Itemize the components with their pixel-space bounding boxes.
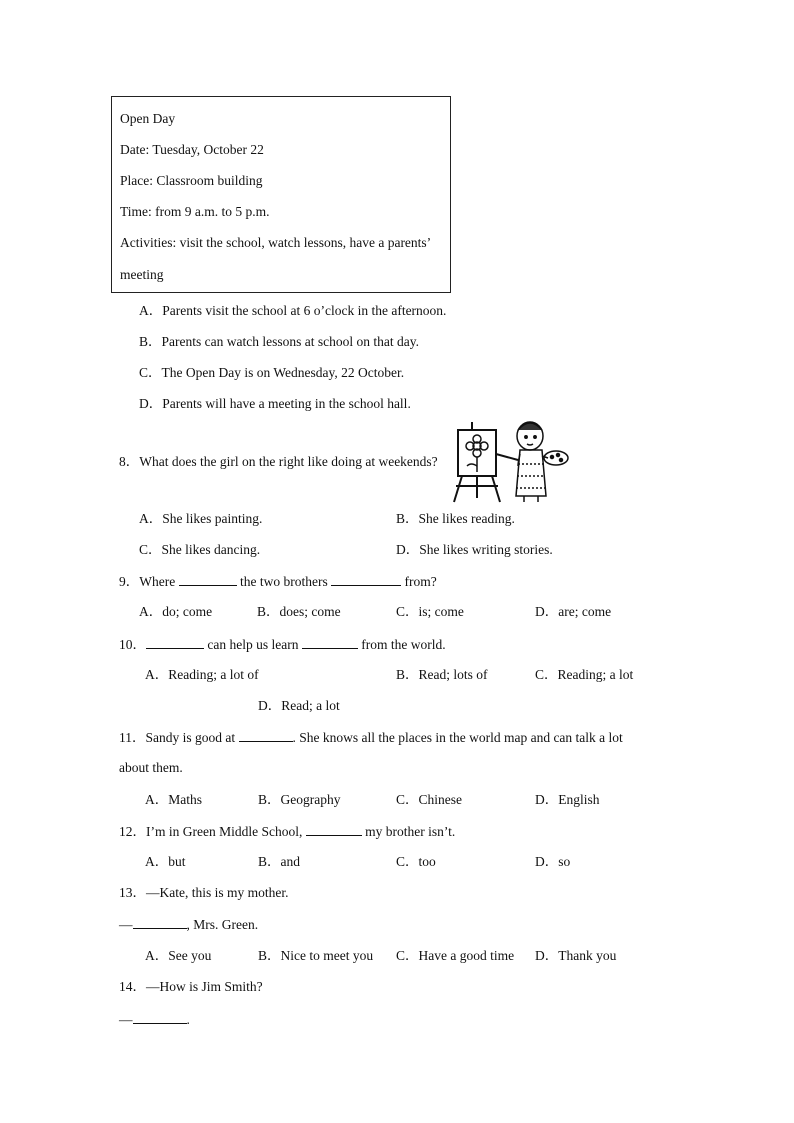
q11-option-b[interactable]: B．Geography xyxy=(258,792,341,807)
q13-reply-part2: , Mrs. Green. xyxy=(186,917,259,932)
q11-stem-part2: . She knows all the places in the world map and can talk a lot xyxy=(292,730,623,745)
notice-activities-cont: meeting xyxy=(120,267,164,282)
q11-option-a[interactable]: A．Maths xyxy=(145,792,202,807)
q13-option-a[interactable]: A．See you xyxy=(145,948,212,963)
q8-stem: 8．What does the girl on the right like doing at weekends? xyxy=(119,454,438,469)
notice-date: Date: Tuesday, October 22 xyxy=(120,142,264,157)
q14-stem: 14．—How is Jim Smith? xyxy=(119,979,263,994)
q10-option-b[interactable]: B．Read; lots of xyxy=(396,667,488,682)
q13-option-b[interactable]: B．Nice to meet you xyxy=(258,948,374,963)
open-day-notice xyxy=(111,96,451,293)
notice-title: Open Day xyxy=(120,111,176,126)
q9-option-c[interactable]: C．is; come xyxy=(396,604,464,619)
q13-reply xyxy=(119,915,258,934)
q9-stem-part3: from? xyxy=(401,574,437,589)
q11-option-d[interactable]: D．English xyxy=(535,792,600,807)
q13-reply-dash: — xyxy=(119,917,133,932)
q14-reply-part2: . xyxy=(186,1012,190,1027)
q11-stem-part1: 11．Sandy is good at xyxy=(119,730,239,745)
q9-stem-part2: the two brothers xyxy=(236,574,332,589)
q13-blank[interactable] xyxy=(133,915,187,929)
q7-option-c[interactable]: C．The Open Day is on Wednesday, 22 October. xyxy=(139,365,405,380)
q10-stem-part3: from the world. xyxy=(357,637,446,652)
q10-stem-part1: 10． xyxy=(119,637,146,652)
q12-option-b[interactable]: B．and xyxy=(258,854,300,869)
q9-stem xyxy=(119,572,437,591)
girl-painting-illustration xyxy=(450,420,572,504)
q11-stem xyxy=(119,728,623,747)
q7-option-b[interactable]: B．Parents can watch lessons at school on that day. xyxy=(139,334,419,349)
q14-reply-dash: — xyxy=(119,1012,133,1027)
q9-blank-1[interactable] xyxy=(179,572,237,586)
q11-stem-line2: about them. xyxy=(119,760,183,775)
q10-blank-1[interactable] xyxy=(146,635,204,649)
q13-option-d[interactable]: D．Thank you xyxy=(535,948,617,963)
q13-option-c[interactable]: C．Have a good time xyxy=(396,948,515,963)
q8-option-c[interactable]: C．She likes dancing. xyxy=(139,542,261,557)
q10-stem-part2: can help us learn xyxy=(204,637,302,652)
q13-stem: 13．—Kate, this is my mother. xyxy=(119,885,289,900)
q10-option-c[interactable]: C．Reading; a lot xyxy=(535,667,634,682)
q8-option-d[interactable]: D．She likes writing stories. xyxy=(396,542,553,557)
q12-stem-part2: my brother isn’t. xyxy=(361,824,456,839)
q7-option-d[interactable]: D．Parents will have a meeting in the school hall. xyxy=(139,396,411,411)
q7-option-a[interactable]: A．Parents visit the school at 6 o’clock in the afternoon. xyxy=(139,303,447,318)
q14-blank[interactable] xyxy=(133,1010,187,1024)
q12-option-a[interactable]: A．but xyxy=(145,854,186,869)
q9-blank-2[interactable] xyxy=(331,572,401,586)
q10-option-a[interactable]: A．Reading; a lot of xyxy=(145,667,259,682)
q11-option-c[interactable]: C．Chinese xyxy=(396,792,462,807)
q8-option-a[interactable]: A．She likes painting. xyxy=(139,511,263,526)
q12-option-c[interactable]: C．too xyxy=(396,854,436,869)
q12-option-d[interactable]: D．so xyxy=(535,854,571,869)
notice-time: Time: from 9 a.m. to 5 p.m. xyxy=(120,204,270,219)
q10-option-d[interactable]: D．Read; a lot xyxy=(258,698,340,713)
q12-stem-part1: 12．I’m in Green Middle School, xyxy=(119,824,306,839)
q12-blank[interactable] xyxy=(306,822,362,836)
q14-reply xyxy=(119,1010,190,1029)
q10-blank-2[interactable] xyxy=(302,635,358,649)
q9-option-a[interactable]: A．do; come xyxy=(139,604,213,619)
q8-option-b[interactable]: B．She likes reading. xyxy=(396,511,515,526)
q9-stem-part1: 9．Where xyxy=(119,574,179,589)
notice-place: Place: Classroom building xyxy=(120,173,263,188)
q9-option-b[interactable]: B．does; come xyxy=(257,604,341,619)
notice-activities: Activities: visit the school, watch lessons, have a parents’ xyxy=(120,235,432,250)
q10-stem xyxy=(119,635,446,654)
q12-stem xyxy=(119,822,455,841)
q9-option-d[interactable]: D．are; come xyxy=(535,604,612,619)
q11-blank[interactable] xyxy=(239,728,293,742)
